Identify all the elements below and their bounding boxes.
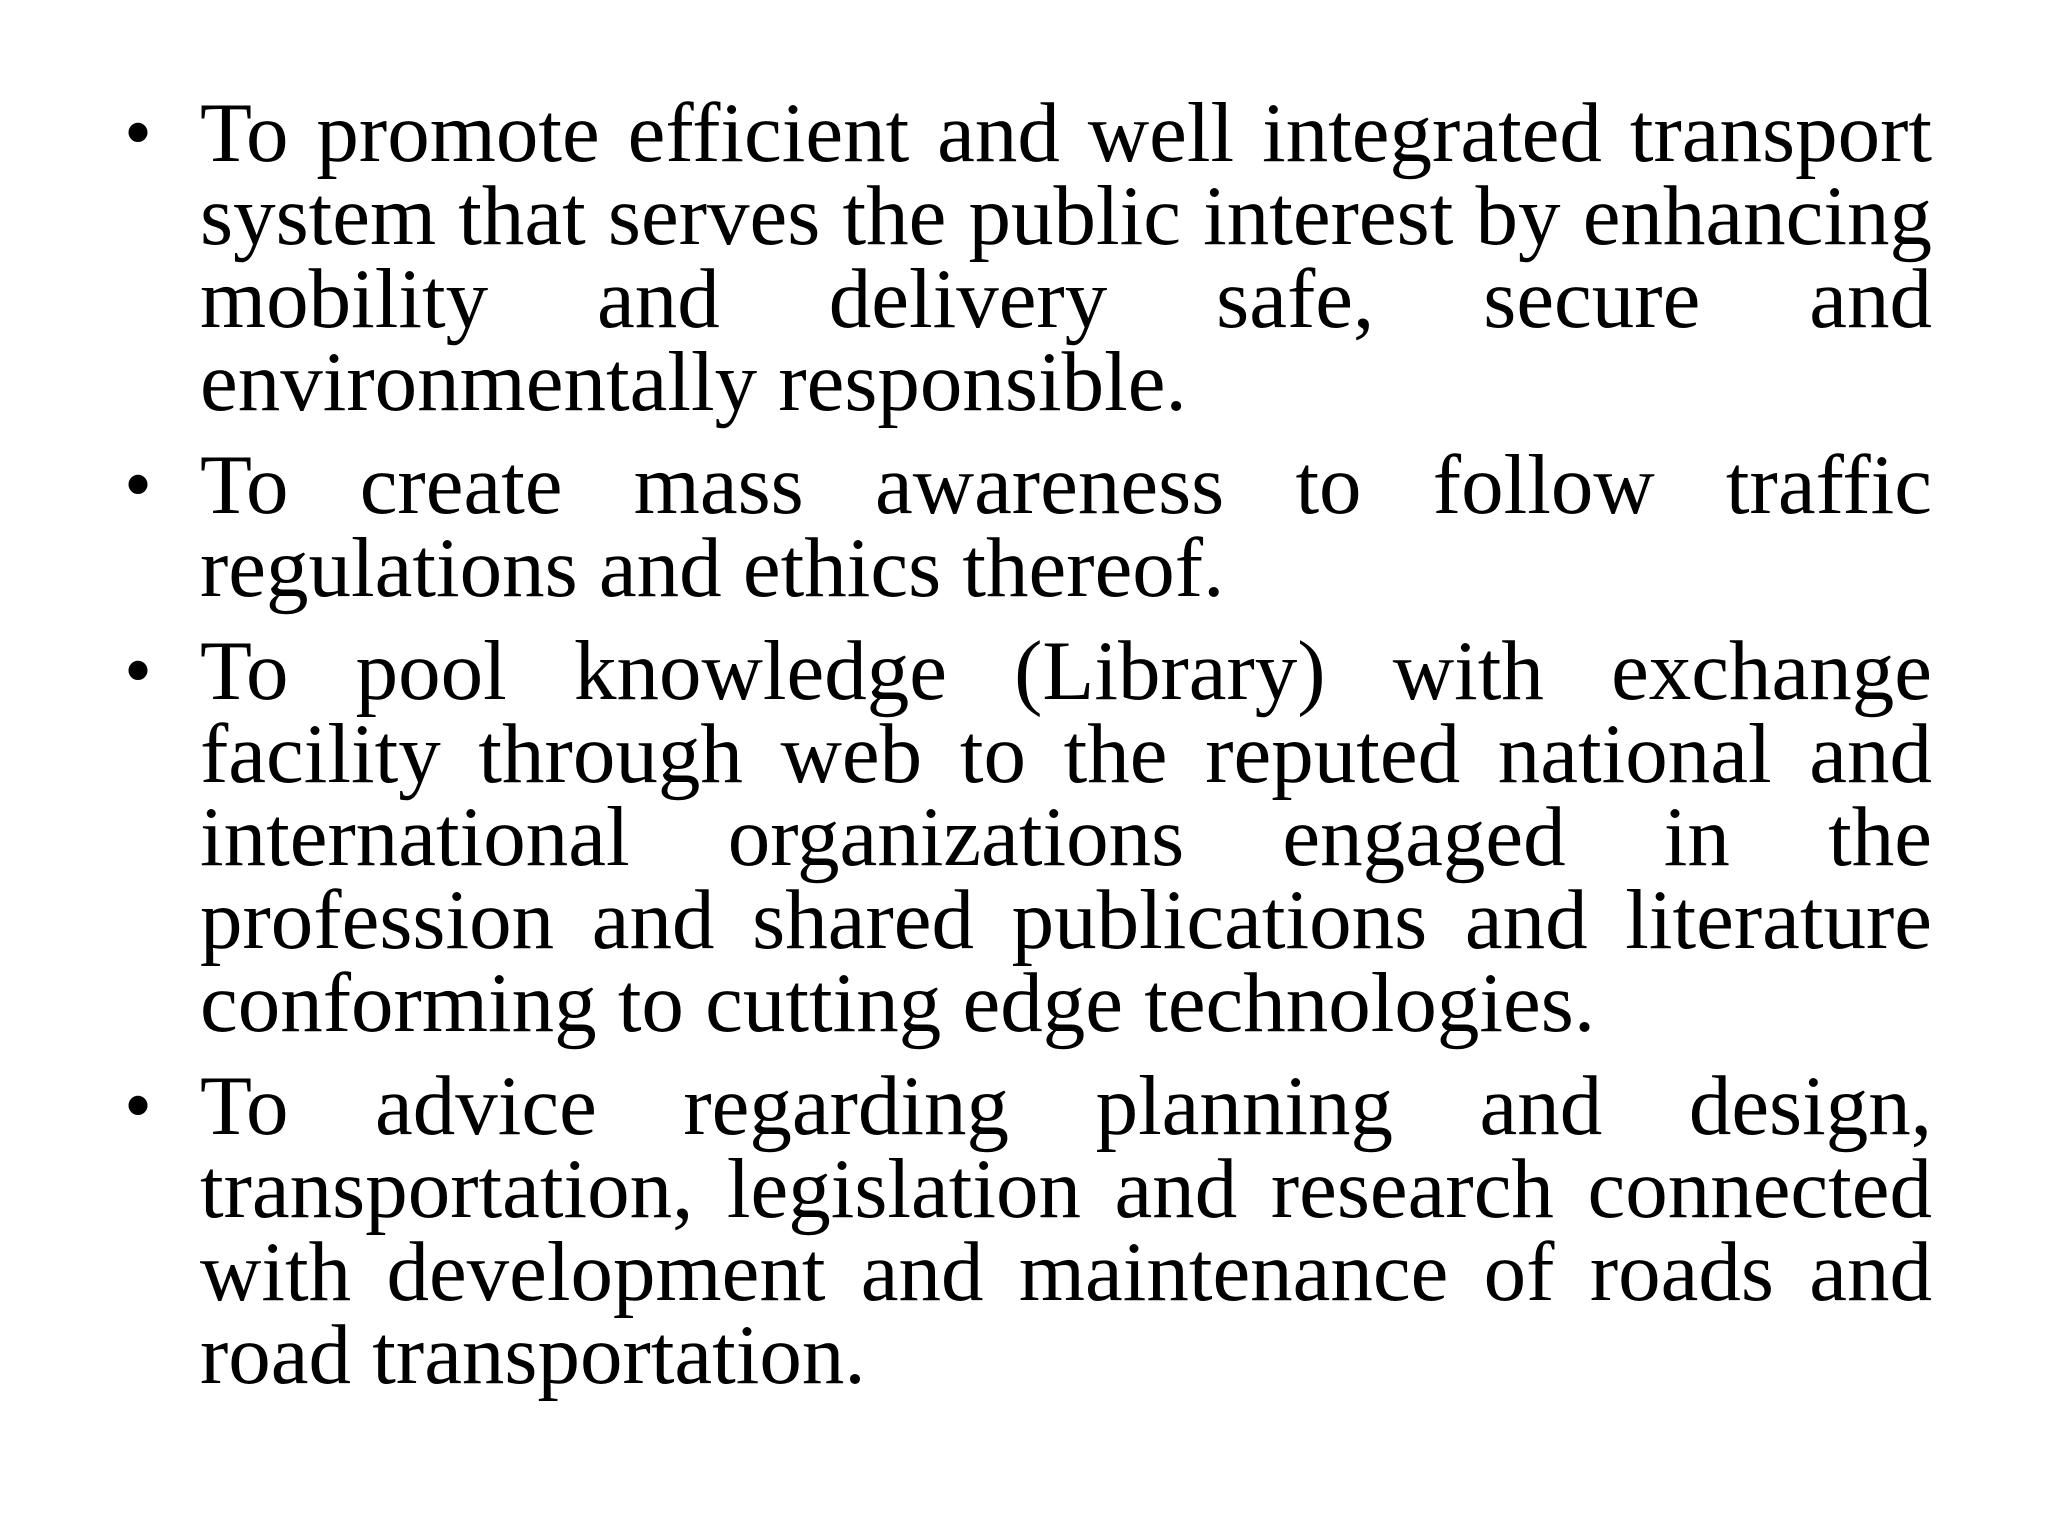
bullet-marker: • [124,627,153,715]
objectives-list [124,86,1932,1417]
bullet-text: To pool knowledge (Library) with exchange facility through web to the reputed national and international organizations engaged in the profession and shared publications and literature conforming to cutting edge technologies. [200,624,1932,1050]
bullet-marker: • [124,1062,153,1150]
bullet-text: To advice regarding planning and design, transportation, legislation and research connected with development and maintenance of roads and road transportation. [200,1059,1932,1402]
bullet-marker: • [124,441,153,529]
list-item [124,1059,1932,1402]
bullet-text: To promote efficient and well integrated transport system that serves the public interest by enhancing mobility and delivery safe, secure and environmentally responsible. [200,86,1932,429]
list-item [124,624,1932,1050]
list-item [124,86,1932,429]
list-item [124,438,1932,615]
bullet-marker: • [124,89,153,177]
bullet-text: To create mass awareness to follow traffic regulations and ethics thereof. [200,438,1932,615]
